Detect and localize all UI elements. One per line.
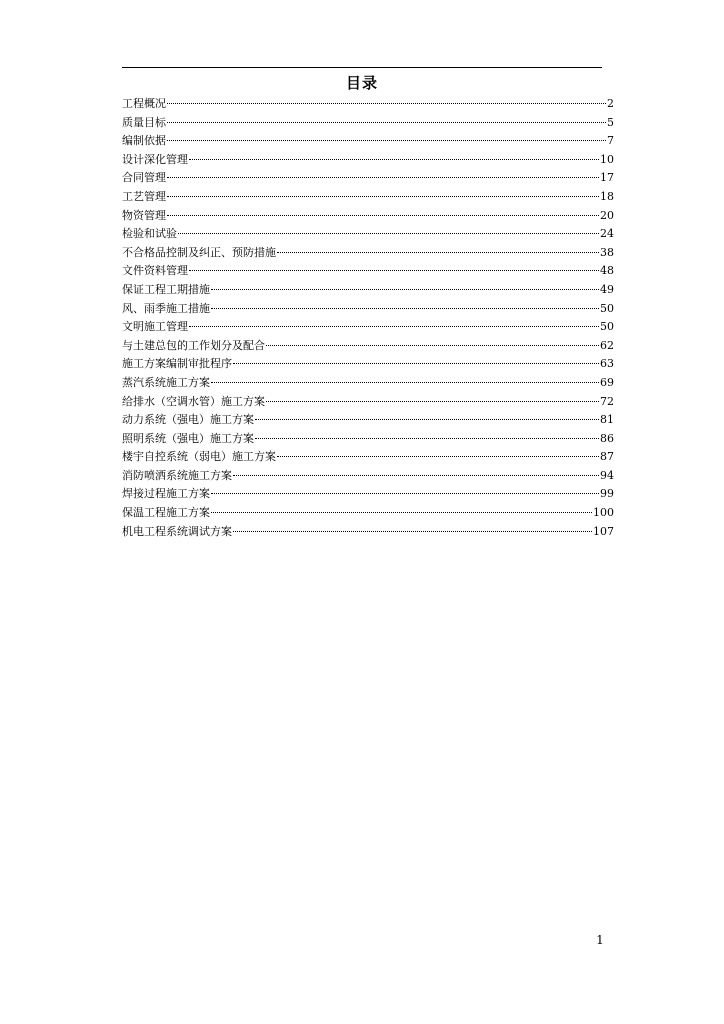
toc-entry-page: 50 — [600, 301, 614, 315]
toc-entry-label: 动力系统（强电）施工方案 — [122, 413, 254, 427]
toc-entry-page: 7 — [607, 134, 614, 148]
toc-entry-label: 文明施工管理 — [122, 320, 188, 334]
toc-entry[interactable] — [122, 355, 614, 374]
toc-entry-label: 焊接过程施工方案 — [122, 487, 210, 501]
toc-entry[interactable] — [122, 300, 614, 319]
toc-dot-leader — [167, 177, 599, 178]
toc-entry-label: 工艺管理 — [122, 189, 166, 203]
toc-dot-leader — [178, 233, 599, 234]
toc-dot-leader — [189, 270, 599, 271]
toc-entry[interactable] — [122, 225, 614, 244]
toc-entry-page: 62 — [600, 338, 614, 352]
toc-dot-leader — [189, 326, 599, 327]
toc-entry[interactable] — [122, 132, 614, 151]
toc-dot-leader — [167, 103, 606, 104]
toc-entry[interactable] — [122, 262, 614, 281]
toc-dot-leader — [233, 531, 592, 532]
toc-dot-leader — [167, 215, 599, 216]
toc-entry-label: 楼宇自控系统（弱电）施工方案 — [122, 450, 276, 464]
toc-entry-label: 工程概况 — [122, 97, 166, 110]
toc-entry-page: 63 — [600, 357, 614, 371]
toc-entry-label: 与土建总包的工作划分及配合 — [122, 338, 265, 352]
toc-entry-label: 不合格品控制及纠正、预防措施 — [122, 245, 276, 259]
toc-entry[interactable] — [122, 318, 614, 337]
toc-dot-leader — [255, 419, 599, 420]
toc-entry-page: 17 — [600, 171, 614, 185]
toc-entry-page: 49 — [600, 282, 614, 296]
toc-dot-leader — [167, 122, 606, 123]
toc-entry-page: 94 — [600, 468, 614, 482]
toc-entry[interactable] — [122, 244, 614, 263]
toc-entry-label: 文件资料管理 — [122, 264, 188, 278]
toc-entry-label: 合同管理 — [122, 171, 166, 185]
toc-entry-page: 72 — [600, 394, 614, 408]
toc-dot-leader — [255, 438, 599, 439]
toc-dot-leader — [277, 252, 599, 253]
header-rule — [122, 67, 602, 68]
toc-entry-page: 99 — [600, 487, 614, 501]
toc-entry-label: 给排水（空调水管）施工方案 — [122, 394, 265, 408]
toc-entry-label: 检验和试验 — [122, 227, 177, 241]
toc-dot-leader — [211, 289, 599, 290]
toc-entry-label: 设计深化管理 — [122, 152, 188, 166]
toc-entry-label: 消防喷洒系统施工方案 — [122, 468, 232, 482]
toc-list — [122, 95, 614, 541]
toc-entry-label: 物资管理 — [122, 208, 166, 222]
toc-entry[interactable] — [122, 523, 614, 542]
toc-entry-page: 87 — [600, 450, 614, 464]
toc-entry[interactable] — [122, 393, 614, 412]
toc-entry-page: 2 — [607, 97, 614, 110]
toc-entry[interactable] — [122, 448, 614, 467]
toc-entry-page: 18 — [600, 189, 614, 203]
toc-entry-page: 5 — [607, 115, 614, 129]
toc-entry-page: 107 — [593, 524, 614, 538]
toc-entry[interactable] — [122, 504, 614, 523]
toc-entry[interactable] — [122, 114, 614, 133]
toc-entry[interactable] — [122, 467, 614, 486]
toc-dot-leader — [167, 140, 606, 141]
toc-dot-leader — [211, 493, 599, 494]
toc-dot-leader — [233, 363, 599, 364]
toc-entry[interactable] — [122, 281, 614, 300]
toc-entry-label: 编制依据 — [122, 134, 166, 148]
toc-entry-label: 保温工程施工方案 — [122, 506, 210, 520]
toc-entry-page: 50 — [600, 320, 614, 334]
toc-dot-leader — [266, 345, 599, 346]
toc-dot-leader — [211, 382, 599, 383]
toc-dot-leader — [233, 475, 599, 476]
toc-entry-label: 施工方案编制审批程序 — [122, 357, 232, 371]
toc-entry-page: 24 — [600, 227, 614, 241]
toc-dot-leader — [167, 196, 599, 197]
toc-entry-page: 38 — [600, 245, 614, 259]
toc-entry-label: 蒸汽系统施工方案 — [122, 375, 210, 389]
toc-entry-page: 20 — [600, 208, 614, 222]
toc-entry-label: 照明系统（强电）施工方案 — [122, 431, 254, 445]
toc-entry[interactable] — [122, 485, 614, 504]
toc-dot-leader — [189, 159, 599, 160]
toc-dot-leader — [211, 512, 592, 513]
toc-dot-leader — [277, 456, 599, 457]
toc-entry[interactable] — [122, 151, 614, 170]
toc-entry[interactable] — [122, 337, 614, 356]
toc-entry-page: 86 — [600, 431, 614, 445]
page-number: 1 — [596, 933, 604, 947]
toc-entry[interactable] — [122, 95, 614, 114]
toc-entry-page: 48 — [600, 264, 614, 278]
toc-entry-page: 69 — [600, 375, 614, 389]
toc-entry-label: 保证工程工期措施 — [122, 282, 210, 296]
toc-entry-page: 100 — [593, 506, 614, 520]
toc-entry[interactable] — [122, 430, 614, 449]
toc-entry[interactable] — [122, 169, 614, 188]
toc-entry-label: 质量目标 — [122, 115, 166, 129]
toc-dot-leader — [211, 308, 599, 309]
toc-title: 目录 — [345, 74, 378, 92]
toc-entry-page: 81 — [600, 413, 614, 427]
toc-entry[interactable] — [122, 207, 614, 226]
toc-entry-label: 机电工程系统调试方案 — [122, 524, 232, 538]
toc-entry[interactable] — [122, 188, 614, 207]
toc-entry-label: 风、雨季施工措施 — [122, 301, 210, 315]
toc-entry[interactable] — [122, 411, 614, 430]
toc-entry-page: 10 — [600, 152, 614, 166]
toc-entry[interactable] — [122, 374, 614, 393]
toc-dot-leader — [266, 401, 599, 402]
